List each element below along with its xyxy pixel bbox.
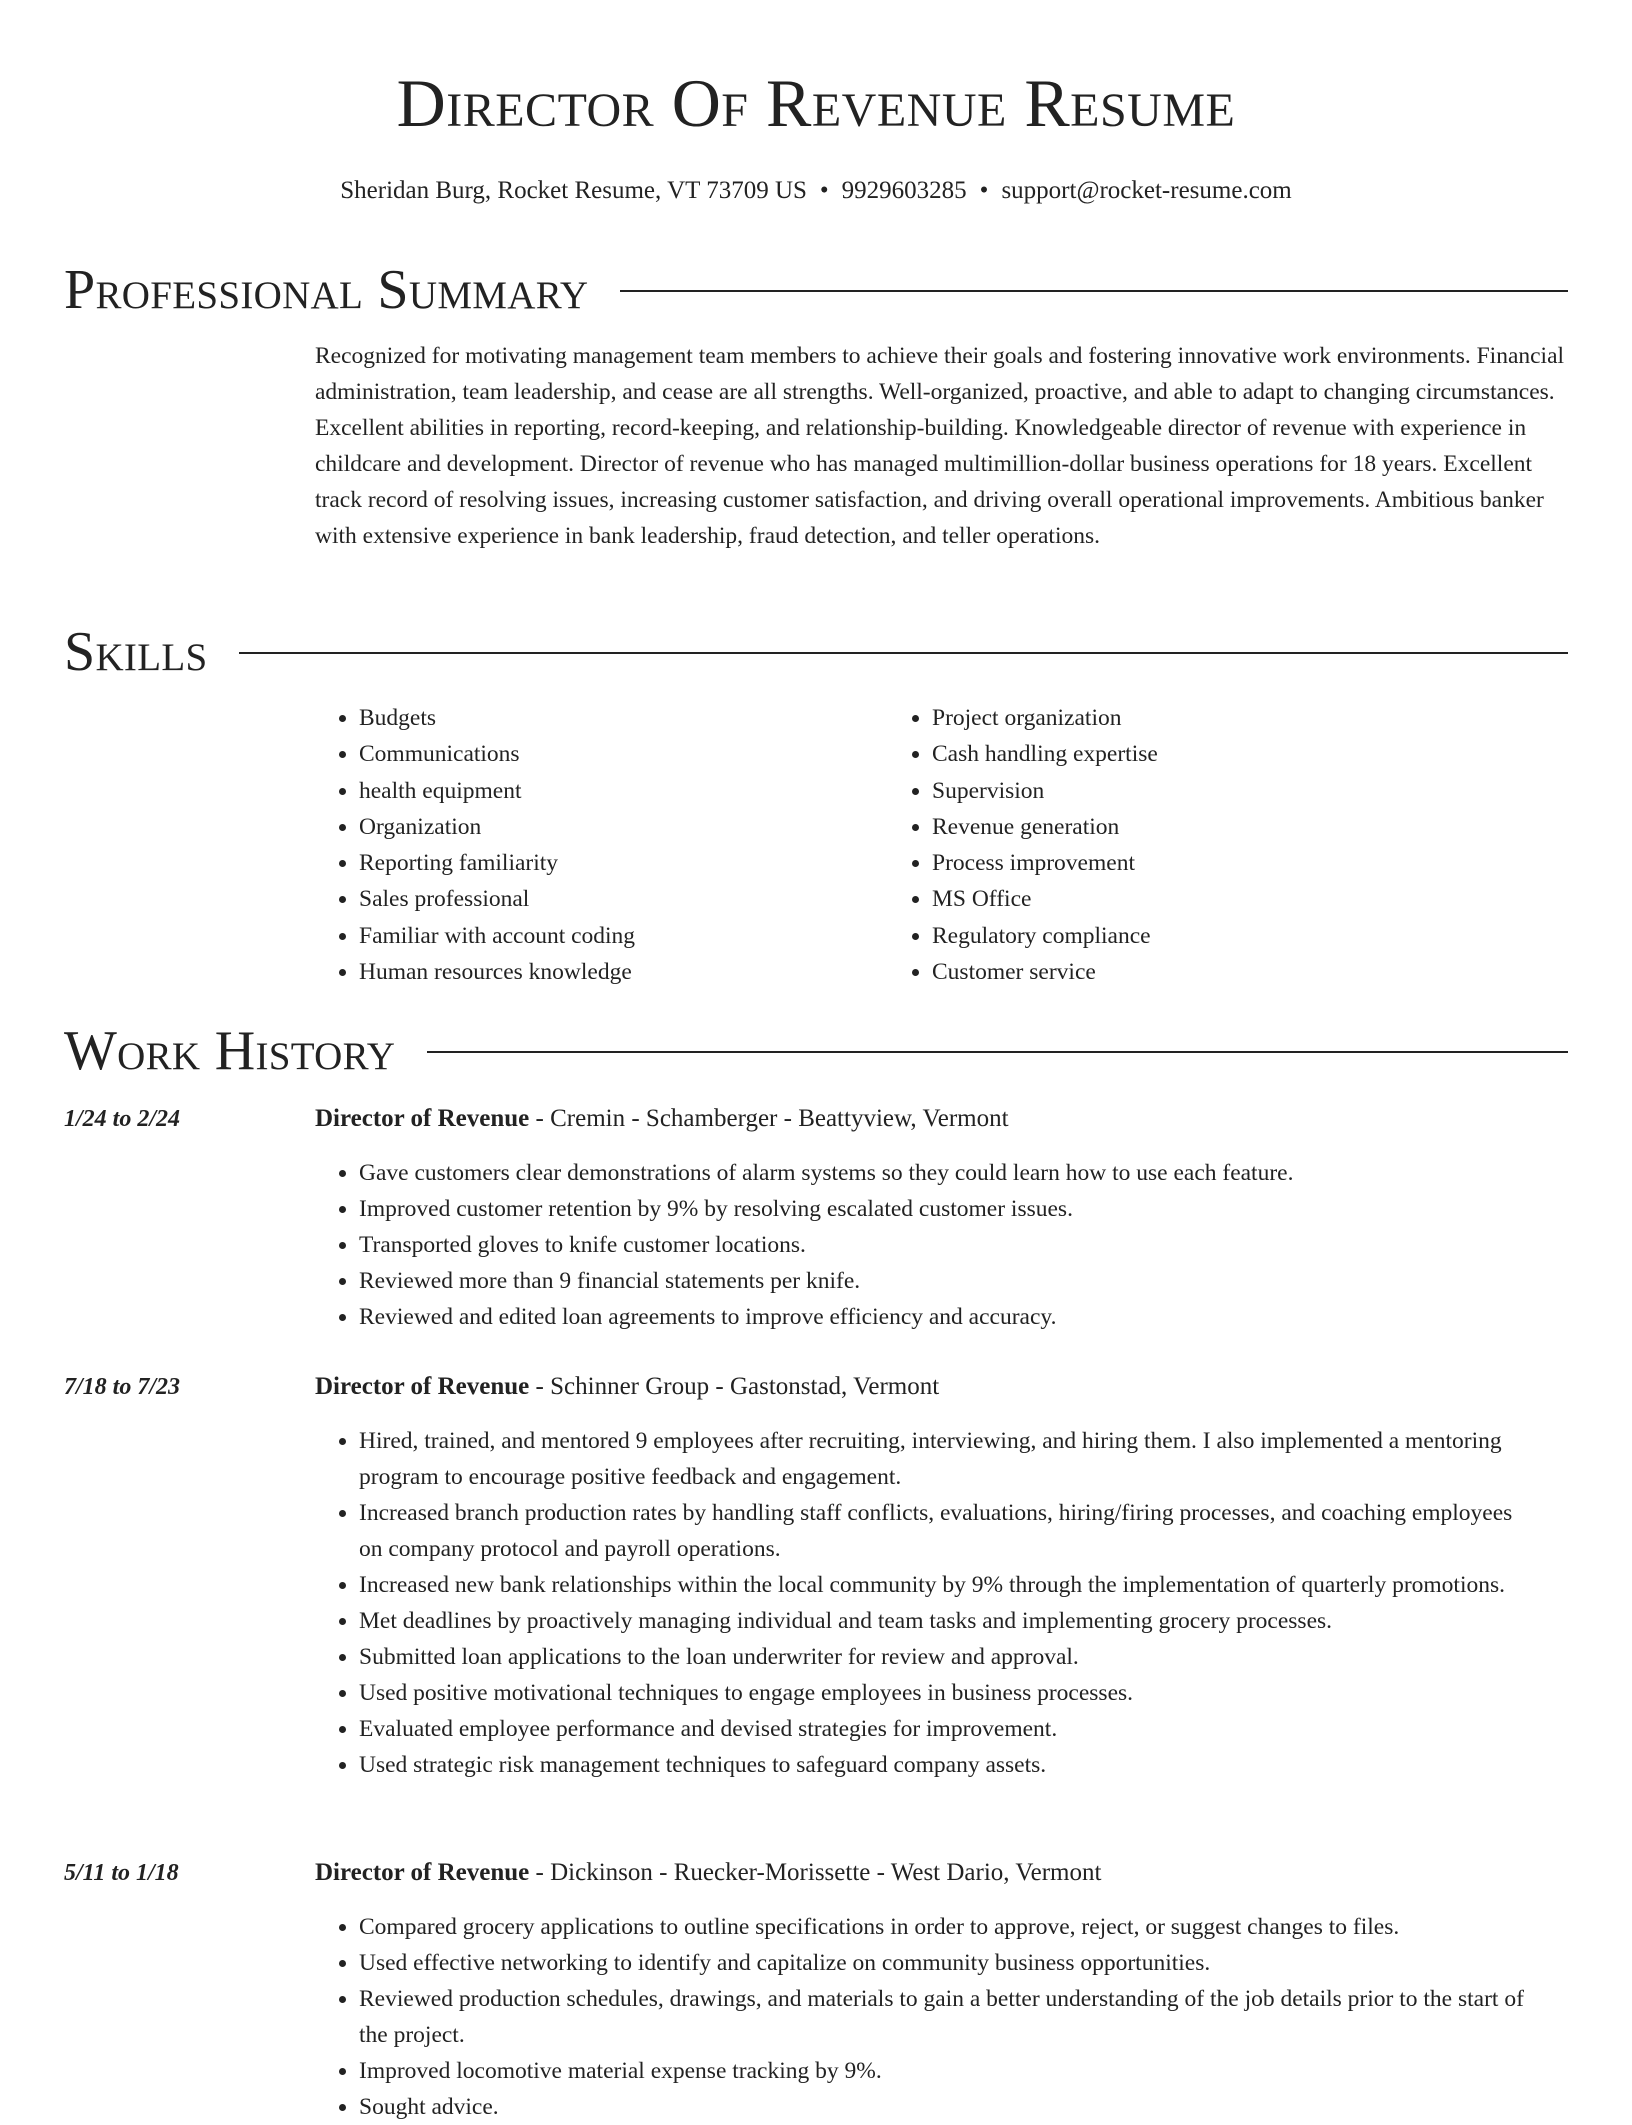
skill-item: • Human resources knowledge: [359, 954, 888, 990]
contact-separator: •: [979, 177, 989, 204]
job-bullet: • Reviewed and edited loan agreements to improve efficiency and accuracy.: [359, 1299, 1538, 1335]
job-dates: 5/11 to 1/18: [64, 1860, 179, 1886]
skill-item: • Organization: [359, 809, 888, 845]
job-bullets: [315, 1423, 1538, 1783]
section-divider: [620, 290, 1568, 292]
skill-item: • Budgets: [359, 700, 888, 736]
summary-text: Recognized for motivating management team members to achieve their goals and fostering innovative work environments. Financial administration, team leadership, and cease are all strengths. Well-organized, proactive, and able to adapt to changing circumstances. Excellent abilities in reporting, record-keeping, and relationship-building. Knowledgeable director of revenue with experience in childcare and development. Director of revenue who has managed multimillion-dollar business operations for 18 years. Excellent track record of resolving issues, increasing customer satisfaction, and driving overall operational improvements. Ambitious banker with extensive experience in bank leadership, fraud detection, and teller operations.: [315, 343, 1565, 549]
resume-title: Director Of Revenue Resume: [396, 65, 1236, 141]
job-bullet: • Hired, trained, and mentored 9 employees after recruiting, interviewing, and hiring them. I also implemented a mentoring program to encourage positive feedback and engagement.: [359, 1423, 1538, 1495]
contact-line: [64, 175, 1568, 207]
job-bullet: • Used effective networking to identify and capitalize on community business opportunities.: [359, 1945, 1538, 1981]
skill-item: • Reporting familiarity: [359, 845, 888, 881]
work-heading: Work History: [64, 1020, 396, 1082]
job-bullet: • Used strategic risk management techniques to safeguard company assets.: [359, 1747, 1538, 1783]
job-bullet: • Increased branch production rates by handling staff conflicts, evaluations, hiring/firing processes, and coaching employees on company protocol and payroll operations.: [359, 1495, 1538, 1567]
skill-item: • MS Office: [932, 881, 1158, 917]
job-bullet: • Reviewed more than 9 financial statements per knife.: [359, 1263, 1538, 1299]
job-employer: - Dickinson - Ruecker-Morissette - West Dario, Vermont: [529, 1859, 1102, 1886]
job-dates: 1/24 to 2/24: [64, 1106, 181, 1132]
job-bullet: • Met deadlines by proactively managing individual and team tasks and implementing grocery processes.: [359, 1603, 1538, 1639]
job-title: Director of Revenue: [315, 1373, 530, 1400]
skill-item: • Communications: [359, 736, 888, 772]
job-bullet: • Improved locomotive material expense tracking by 9%.: [359, 2053, 1538, 2089]
skill-item: • Sales professional: [359, 881, 888, 917]
job-headline: [315, 1101, 1009, 1137]
job-dates: 7/18 to 7/23: [64, 1374, 181, 1400]
job-headline: [315, 1369, 939, 1405]
job-title: Director of Revenue: [315, 1859, 530, 1886]
job-employer: - Cremin - Schamberger - Beattyview, Vermont: [529, 1105, 1009, 1132]
contact-separator: •: [819, 177, 829, 204]
skills-section-header: [64, 621, 1568, 683]
job-bullets: [315, 1155, 1538, 1335]
skill-item: • Cash handling expertise: [932, 736, 1158, 772]
skill-item: • health equipment: [359, 773, 888, 809]
summary-section-header: [64, 259, 1568, 321]
job-bullet: • Evaluated employee performance and devised strategies for improvement.: [359, 1711, 1538, 1747]
skills-grid: [315, 700, 1568, 990]
skill-item: • Process improvement: [932, 845, 1158, 881]
job-employer: - Schinner Group - Gastonstad, Vermont: [529, 1373, 940, 1400]
skills-column-left: [315, 700, 888, 990]
skills-column-right: [888, 700, 1158, 990]
job-headline: [315, 1855, 1101, 1891]
job-bullet: • Used positive motivational techniques to engage employees in business processes.: [359, 1675, 1538, 1711]
job-bullet: • Reviewed production schedules, drawings, and materials to gain a better understanding of the job details prior to the start of the project.: [359, 1981, 1538, 2053]
skill-item: • Revenue generation: [932, 809, 1158, 845]
job-bullet: • Transported gloves to knife customer locations.: [359, 1227, 1538, 1263]
job-bullet: • Gave customers clear demonstrations of alarm systems so they could learn how to use each feature.: [359, 1155, 1538, 1191]
section-divider: [427, 1051, 1568, 1053]
skill-item: • Regulatory compliance: [932, 918, 1158, 954]
summary-heading: Professional Summary: [64, 259, 589, 321]
job-bullet: • Compared grocery applications to outline specifications in order to approve, reject, or suggest changes to files.: [359, 1909, 1538, 1945]
job-bullet: • Sought advice.: [359, 2089, 1538, 2125]
skill-item: • Supervision: [932, 773, 1158, 809]
contact-phone: 9929603285: [841, 177, 967, 204]
skill-item: • Familiar with account coding: [359, 918, 888, 954]
skills-heading: Skills: [64, 621, 208, 683]
job-bullet: • Improved customer retention by 9% by resolving escalated customer issues.: [359, 1191, 1538, 1227]
job-bullet: • Increased new bank relationships within the local community by 9% through the implementation of quarterly promotions.: [359, 1567, 1538, 1603]
job-bullet: • Submitted loan applications to the loan underwriter for review and approval.: [359, 1639, 1538, 1675]
contact-email: support@rocket-resume.com: [1001, 177, 1292, 204]
contact-address: Sheridan Burg, Rocket Resume, VT 73709 US: [340, 177, 807, 204]
job-title: Director of Revenue: [315, 1105, 530, 1132]
section-divider: [239, 652, 1568, 654]
skill-item: • Customer service: [932, 954, 1158, 990]
work-section-header: [64, 1020, 1568, 1082]
skill-item: • Project organization: [932, 700, 1158, 736]
job-bullets: [315, 1909, 1538, 2125]
